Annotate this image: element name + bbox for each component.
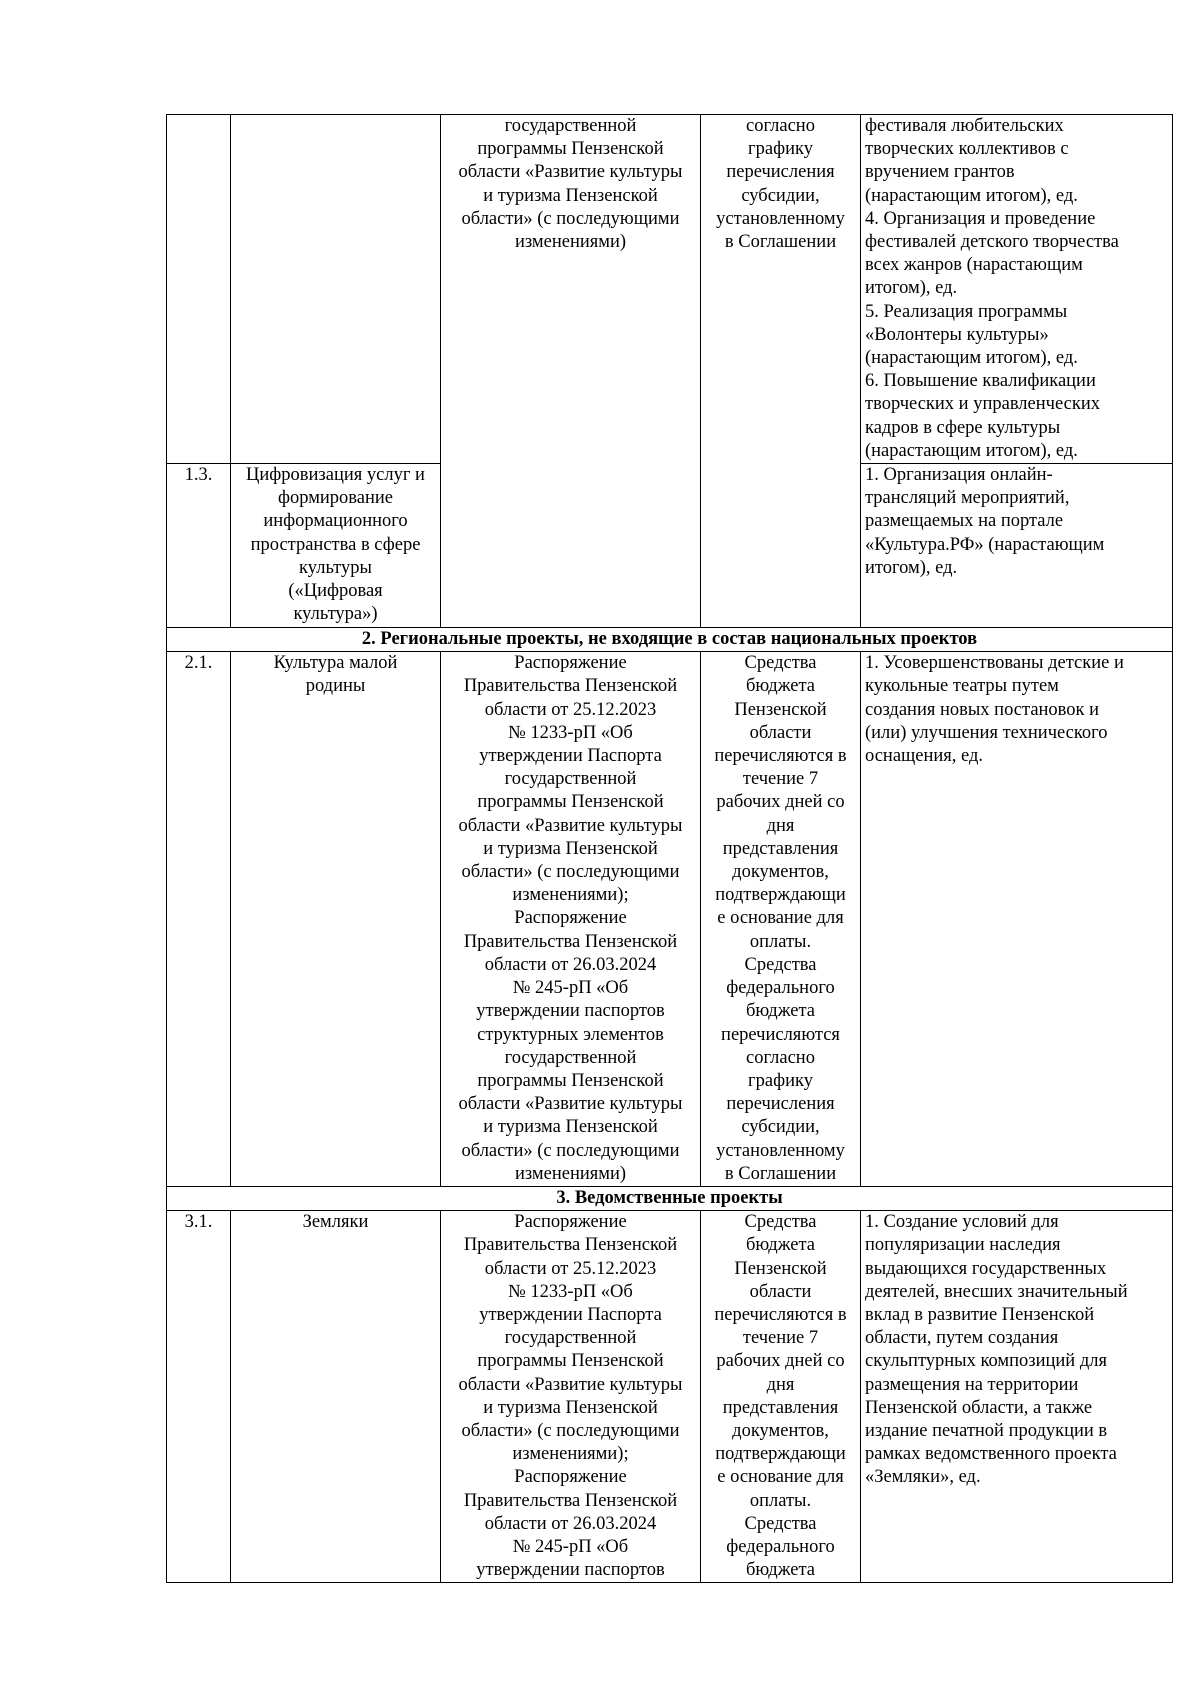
funding-terms: Средства бюджета Пензенской области перечисляются в течение 7 рабочих дней со дня представления документов, подтверждающи е основание для оплаты. Средства федерального бюджета перечисляются согласно графику перечисления субсидии, установленному в Соглашении — [701, 652, 861, 1187]
table-row-3-1 — [167, 1211, 1173, 1583]
row-number: 1.3. — [167, 464, 231, 628]
table-row-2-1 — [167, 652, 1173, 1187]
expected-results: фестиваля любительских творческих коллективов с вручением грантов (нарастающим итогом), ед. 4. Организация и проведение фестивалей детского творчества всех жанров (нарастающим итогом), ед. 5. Реализация программы «Волонтеры культуры» (нарастающим итогом), ед. 6. Повышение квалификации творческих и управленческих кадров в сфере культуры (нарастающим итогом), ед. — [861, 115, 1173, 464]
legal-basis: Распоряжение Правительства Пензенской области от 25.12.2023 № 1233-рП «Об утверждении Паспорта государственной программы Пензенской области «Развитие культуры и туризма Пензенской области» (с последующими изменениями); Распоряжение Правительства Пензенской области от 26.03.2024 № 245-рП «Об утверждении паспортов структурных элементов государственной программы Пензенской области «Развитие культуры и туризма Пензенской области» (с последующими изменениями) — [441, 652, 701, 1187]
section-row-2 — [167, 628, 1173, 652]
project-name: Культура малой родины — [231, 652, 441, 1187]
row-number: 3.1. — [167, 1211, 231, 1583]
project-name — [231, 115, 441, 464]
expected-results: 1. Усовершенствованы детские и кукольные театры путем создания новых постановок и (или) улучшения технического оснащения, ед. — [861, 652, 1173, 1187]
expected-results: 1. Создание условий для популяризации наследия выдающихся государственных деятелей, внесших значительный вклад в развитие Пензенской области, путем создания скульптурных композиций для размещения на территории Пензенской области, а также издание печатной продукции в рамках ведомственного проекта «Земляки», ед. — [861, 1211, 1173, 1583]
projects-table — [166, 114, 1173, 1583]
row-number: 2.1. — [167, 652, 231, 1187]
section-heading: 2. Региональные проекты, не входящие в состав национальных проектов — [167, 628, 1173, 652]
row-number — [167, 115, 231, 464]
funding-terms: согласно графику перечисления субсидии, установленному в Соглашении — [701, 115, 861, 628]
legal-basis: Распоряжение Правительства Пензенской области от 25.12.2023 № 1233-рП «Об утверждении Паспорта государственной программы Пензенской области «Развитие культуры и туризма Пензенской области» (с последующими изменениями); Распоряжение Правительства Пензенской области от 26.03.2024 № 245-рП «Об утверждении паспортов — [441, 1211, 701, 1583]
table-row-continued — [167, 115, 1173, 464]
project-name: Цифровизация услуг и формирование информационного пространства в сфере культуры («Цифровая культура») — [231, 464, 441, 628]
section-heading: 3. Ведомственные проекты — [167, 1186, 1173, 1210]
project-name: Земляки — [231, 1211, 441, 1583]
legal-basis: государственной программы Пензенской области «Развитие культуры и туризма Пензенской области» (с последующими изменениями) — [441, 115, 701, 628]
funding-terms: Средства бюджета Пензенской области перечисляются в течение 7 рабочих дней со дня представления документов, подтверждающи е основание для оплаты. Средства федерального бюджета — [701, 1211, 861, 1583]
expected-results: 1. Организация онлайн- трансляций мероприятий, размещаемых на портале «Культура.РФ» (нарастающим итогом), ед. — [861, 464, 1173, 628]
section-row-3 — [167, 1186, 1173, 1210]
